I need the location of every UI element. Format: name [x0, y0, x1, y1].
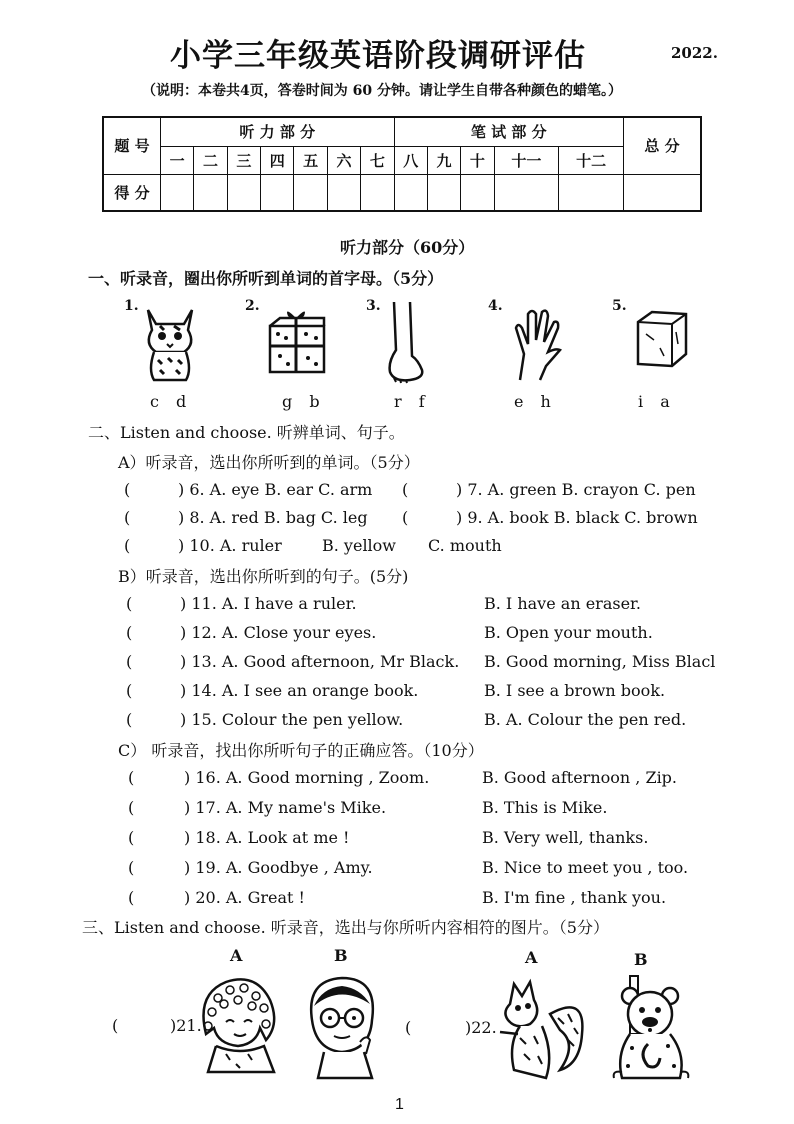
option-b: B. Good morning, Miss Blacl: [484, 652, 716, 671]
letter-choices[interactable]: g b: [282, 392, 326, 411]
option-label-b: B: [634, 950, 648, 969]
column-header: 十二: [559, 146, 624, 174]
option-a: ) 13. A. Good afternoon, Mr Black.: [180, 652, 460, 671]
total-score-cell[interactable]: [624, 174, 702, 211]
score-table: [102, 116, 702, 212]
option-a: ) 12. A. Close your eyes.: [180, 623, 377, 642]
score-cell[interactable]: [194, 174, 227, 211]
option-b: B. yellow: [322, 536, 396, 555]
question-22: )22.: [465, 1018, 497, 1037]
option-b: B. Nice to meet you , too.: [482, 858, 689, 877]
option-b: B. Open your mouth.: [484, 623, 653, 642]
column-header: 五: [294, 146, 327, 174]
cat-icon: [138, 300, 202, 384]
bear-picture[interactable]: [608, 974, 694, 1086]
option-label-a: A: [230, 946, 243, 965]
item-number: 4.: [488, 298, 503, 314]
total-header: 总 分: [624, 117, 702, 174]
question-7: ) 7. A. green B. crayon C. pen: [456, 480, 696, 499]
option-a: ) 15. Colour the pen yellow.: [180, 710, 404, 729]
column-header: 一: [161, 146, 194, 174]
column-header: 三: [227, 146, 260, 174]
ice-cube-icon: [630, 306, 692, 372]
girl-curly-hair-picture[interactable]: [196, 974, 280, 1074]
letter-choices[interactable]: e h: [514, 392, 557, 411]
question-9: ) 9. A. book B. black C. brown: [456, 508, 698, 527]
section2-heading: 二、Listen and choose. 听辨单词、句子。: [88, 423, 405, 442]
row-label-number: 题 号: [103, 117, 161, 174]
answer-paren[interactable]: (: [128, 858, 135, 877]
option-label-b: B: [334, 946, 348, 965]
squirrel-picture[interactable]: [494, 974, 590, 1084]
answer-paren[interactable]: (: [128, 888, 135, 907]
question-6: ) 6. A. eye B. ear C. arm: [178, 480, 373, 499]
option-a: ) 17. A. My name's Mike.: [184, 798, 387, 817]
answer-paren[interactable]: (: [126, 652, 133, 671]
section1-heading: 一、听录音，圈出你所听到单词的首字母。（5分）: [88, 269, 444, 288]
answer-paren[interactable]: (: [405, 1018, 412, 1037]
option-b: B. I'm fine , thank you.: [482, 888, 667, 907]
listening-heading: 听力部分（60分）: [340, 238, 475, 257]
column-header: 九: [427, 146, 460, 174]
option-b: B. Good afternoon , Zip.: [482, 768, 678, 787]
score-cell[interactable]: [261, 174, 294, 211]
option-b: B. Very well, thanks.: [482, 828, 649, 847]
score-cell[interactable]: [294, 174, 327, 211]
listening-group-header: 听 力 部 分: [161, 117, 395, 146]
answer-paren[interactable]: (: [128, 798, 135, 817]
answer-paren[interactable]: (: [402, 508, 409, 527]
answer-paren[interactable]: (: [112, 1016, 119, 1035]
column-header: 四: [261, 146, 294, 174]
score-cell[interactable]: [161, 174, 194, 211]
answer-paren[interactable]: (: [126, 594, 133, 613]
item-number: 3.: [366, 298, 381, 314]
option-a: ) 11. A. I have a ruler.: [180, 594, 357, 613]
answer-paren[interactable]: (: [402, 480, 409, 499]
row-label-score: 得 分: [103, 174, 161, 211]
item-number: 5.: [612, 298, 627, 314]
letter-choices[interactable]: c d: [150, 392, 193, 411]
score-cell[interactable]: [361, 174, 394, 211]
answer-paren[interactable]: (: [126, 681, 133, 700]
column-header: 十: [461, 146, 494, 174]
option-a: ) 19. A. Goodbye , Amy.: [184, 858, 373, 877]
option-b: B. This is Mike.: [482, 798, 608, 817]
page-title: 小学三年级英语阶段调研评估: [170, 38, 586, 74]
foot-icon: [380, 300, 430, 384]
score-cell[interactable]: [461, 174, 494, 211]
answer-paren[interactable]: (: [124, 508, 131, 527]
answer-paren[interactable]: (: [126, 710, 133, 729]
option-b: B. I have an eraser.: [484, 594, 642, 613]
exam-year: 2022.: [671, 44, 718, 62]
answer-paren[interactable]: (: [128, 828, 135, 847]
page-number: 1: [395, 1096, 404, 1113]
question-8: ) 8. A. red B. bag C. leg: [178, 508, 368, 527]
option-a: ) 14. A. I see an orange book.: [180, 681, 419, 700]
hand-icon: [506, 304, 566, 384]
letter-choices[interactable]: r f: [394, 392, 431, 411]
section3-heading: 三、Listen and choose. 听录音，选出与你所听内容相符的图片。（5分）: [82, 918, 609, 937]
part-a-heading: A）听录音，选出你所听到的单词。（5分）: [118, 453, 420, 472]
option-label-a: A: [525, 948, 538, 967]
option-c: C. mouth: [428, 536, 502, 555]
score-cell[interactable]: [559, 174, 624, 211]
column-header: 六: [327, 146, 360, 174]
score-cell[interactable]: [394, 174, 427, 211]
part-c-heading: C） 听录音，找出你所听句子的正确应答。（10分）: [118, 741, 484, 760]
score-cell[interactable]: [227, 174, 260, 211]
option-a: ) 18. A. Look at me !: [184, 828, 350, 847]
item-number: 1.: [124, 298, 139, 314]
score-cell[interactable]: [427, 174, 460, 211]
option-a: ) 20. A. Great !: [184, 888, 305, 907]
column-header: 七: [361, 146, 394, 174]
score-cell[interactable]: [327, 174, 360, 211]
column-header: 十一: [494, 146, 559, 174]
part-b-heading: B）听录音，选出你所听到的句子。(5分): [118, 567, 409, 586]
answer-paren[interactable]: (: [126, 623, 133, 642]
column-header: 八: [394, 146, 427, 174]
answer-paren[interactable]: (: [124, 480, 131, 499]
boy-with-glasses-picture[interactable]: [300, 970, 384, 1080]
exam-instructions: （说明：本卷共4页，答卷时间为 60 分钟。请让学生自带各种颜色的蜡笔。）: [142, 83, 622, 99]
writing-group-header: 笔 试 部 分: [394, 117, 623, 146]
score-cell[interactable]: [494, 174, 559, 211]
column-header: 二: [194, 146, 227, 174]
option-b: B. I see a brown book.: [484, 681, 666, 700]
letter-choices[interactable]: i a: [638, 392, 676, 411]
answer-paren[interactable]: (: [128, 768, 135, 787]
option-b: B. A. Colour the pen red.: [484, 710, 687, 729]
gift-box-icon: [262, 306, 332, 376]
item-number: 2.: [245, 298, 260, 314]
question-21: )21.: [170, 1016, 202, 1035]
question-10: ) 10. A. ruler: [178, 536, 282, 555]
option-a: ) 16. A. Good morning , Zoom.: [184, 768, 430, 787]
answer-paren[interactable]: (: [124, 536, 131, 555]
